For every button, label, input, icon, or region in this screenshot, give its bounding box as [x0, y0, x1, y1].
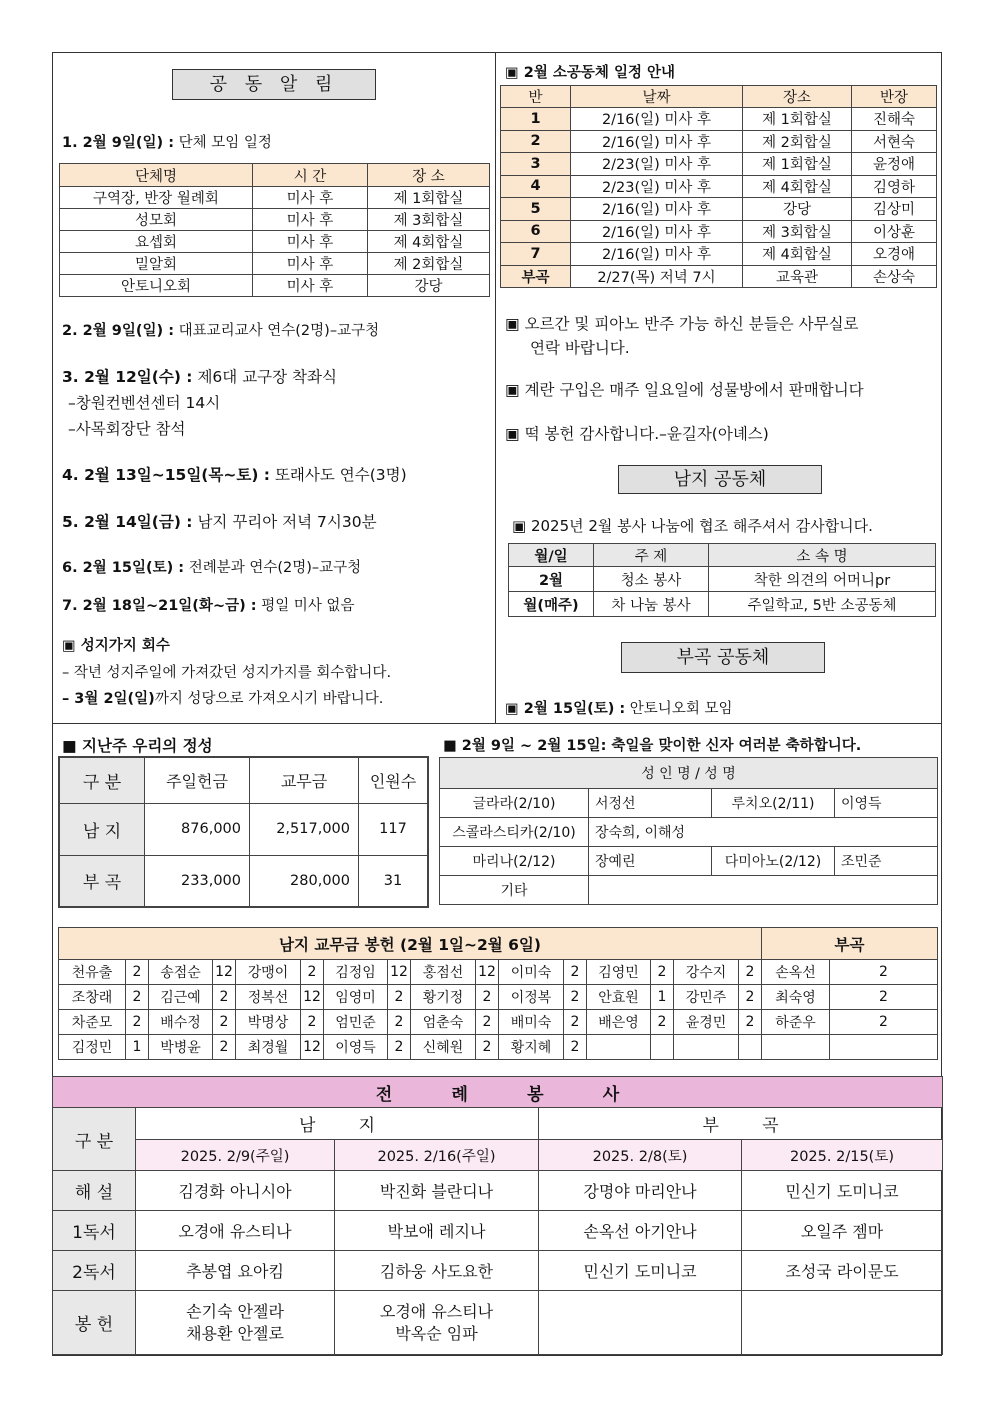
cell: 2	[213, 1035, 236, 1060]
cell: 엄춘숙	[411, 1010, 476, 1035]
note-rice-cake: ▣ 떡 봉헌 감사합니다.–윤길자(아녜스)	[505, 425, 769, 443]
row-label: 2독서	[53, 1251, 136, 1291]
cell: 제 2회합실	[743, 130, 852, 153]
cell: 2	[126, 985, 149, 1010]
row-label: 1독서	[53, 1211, 136, 1251]
cell: 2	[830, 960, 938, 985]
cell: 교육관	[743, 265, 852, 288]
cell: 3	[501, 153, 571, 176]
cell: 이영득	[835, 789, 938, 818]
cell	[587, 1035, 651, 1060]
offering-table	[58, 756, 429, 908]
cell: 876,000	[145, 803, 250, 855]
notice-item-2: 2. 2월 9일(일) : 대표교리교사 연수(2명)–교구청	[62, 323, 380, 339]
cell: 남 지	[59, 803, 145, 855]
cell: 김정민	[59, 1035, 126, 1060]
cell: 제 2회합실	[368, 253, 490, 275]
cell: 청소 봉사	[594, 567, 709, 592]
cell: 2	[651, 960, 674, 985]
notice-item-6: 6. 2월 15일(토) : 전례분과 연수(2명)–교구청	[62, 560, 362, 576]
table-row	[53, 1291, 943, 1355]
col-header: 교무금	[250, 757, 359, 803]
cell: 2/23(일) 미사 후	[571, 175, 743, 198]
cell: 민신기 도미니코	[742, 1171, 943, 1211]
liturgy-date: 2025. 2/16(주일)	[335, 1140, 539, 1171]
cell: 제 1회합실	[743, 153, 852, 176]
cell: 1	[651, 985, 674, 1010]
table-row	[53, 1251, 943, 1291]
cell: 윤경민	[674, 1010, 739, 1035]
cell	[762, 1035, 830, 1060]
cell: 엄민준	[324, 1010, 388, 1035]
table-row	[501, 153, 937, 176]
cell: 2/23(일) 미사 후	[571, 153, 743, 176]
table-row	[53, 1211, 943, 1251]
cell: 2	[651, 1010, 674, 1035]
table-row	[60, 187, 490, 209]
cell	[589, 876, 938, 905]
palm-title: ▣ 성지가지 회수	[62, 638, 170, 654]
cell	[739, 1035, 762, 1060]
palm-line-2: – 3월 2일(일)까지 성당으로 가져오시기 바랍니다.	[62, 691, 384, 707]
table-row	[60, 275, 490, 297]
cell: 2/16(일) 미사 후	[571, 243, 743, 266]
cell: 강당	[743, 198, 852, 221]
table-row	[501, 265, 937, 288]
cell: 안토니오회	[60, 275, 253, 297]
cell: 6	[501, 220, 571, 243]
cell: 손옥선 아기안나	[539, 1211, 742, 1251]
cell: 송점순	[149, 960, 213, 985]
palm-line-1: – 작년 성지주일에 가져갔던 성지가지를 회수합니다.	[62, 665, 392, 681]
col-header: 인원수	[359, 757, 429, 803]
cell: 2	[126, 1010, 149, 1035]
cell: 오일주 젬마	[742, 1211, 943, 1251]
table-row	[501, 220, 937, 243]
cell: 스콜라스티카(2/10)	[440, 818, 589, 847]
cell: 차준모	[59, 1010, 126, 1035]
cell: 2	[126, 960, 149, 985]
notice-item-3-sub1: –창원컨벤션센터 14시	[68, 394, 221, 412]
column-divider	[495, 52, 496, 724]
cell: 제 3회합실	[743, 220, 852, 243]
cell: 2	[564, 1035, 587, 1060]
col-header: 주 제	[594, 544, 709, 567]
cell: 조창래	[59, 985, 126, 1010]
offering-title: ■ 지난주 우리의 정성	[62, 737, 213, 755]
cell: 루치오(2/11)	[712, 789, 835, 818]
cell: 월(매주)	[509, 592, 594, 617]
table-row	[59, 855, 428, 907]
cell: 미사 후	[253, 253, 368, 275]
cell: 박보애 레지나	[335, 1211, 539, 1251]
cell: 12	[301, 1035, 324, 1060]
liturgy-date: 2025. 2/9(주일)	[136, 1140, 335, 1171]
cell: 착한 의견의 어머니pr	[709, 567, 936, 592]
cell: 오경애 유스티나 박옥순 임파	[335, 1291, 539, 1355]
cell: 이상훈	[852, 220, 937, 243]
cell: 2	[830, 1010, 938, 1035]
table-row	[509, 567, 936, 592]
cell: 조민준	[835, 847, 938, 876]
cell: 진해숙	[852, 108, 937, 131]
cell: 황지혜	[499, 1035, 564, 1060]
cell: 장예린	[589, 847, 712, 876]
cell: 2월	[509, 567, 594, 592]
cell: 2	[388, 1010, 411, 1035]
cell: 김근예	[149, 985, 213, 1010]
bugok-title: 부곡 공동체	[621, 642, 825, 673]
cell: 미사 후	[253, 209, 368, 231]
col-header: 시 간	[253, 164, 368, 187]
cell: 2	[388, 1035, 411, 1060]
cell	[539, 1291, 742, 1355]
cell: 부곡	[501, 265, 571, 288]
cell: 최경월	[236, 1035, 301, 1060]
tithe-title: 남지 교무금 봉헌 (2월 1일~2월 6일)	[59, 928, 762, 960]
cell: 2	[476, 1010, 499, 1035]
cell: 부 곡	[59, 855, 145, 907]
cell: 제 4회합실	[743, 175, 852, 198]
cell: 117	[359, 803, 429, 855]
col-header: 장 소	[368, 164, 490, 187]
notice-title: 공 동 알 림	[172, 69, 376, 100]
notice-item-4: 4. 2월 13일~15일(목~토) : 또래사도 연수(3명)	[62, 466, 407, 484]
cell: 2	[476, 1035, 499, 1060]
cell: 제 4회합실	[368, 231, 490, 253]
cell: 배은영	[587, 1010, 651, 1035]
cell: 2/16(일) 미사 후	[571, 220, 743, 243]
notice-item-1: 1. 2월 9일(일) : 단체 모임 일정	[62, 135, 272, 151]
cell: 천유출	[59, 960, 126, 985]
cell: 주일학교, 5반 소공동체	[709, 592, 936, 617]
cell: 280,000	[250, 855, 359, 907]
table-row	[59, 1035, 938, 1060]
table-row	[60, 209, 490, 231]
table-row	[59, 960, 938, 985]
col-header: 장소	[743, 86, 852, 108]
small-community-title: ▣ 2월 소공동체 일정 안내	[505, 65, 676, 81]
row-label: 해 설	[53, 1171, 136, 1211]
table-row	[501, 108, 937, 131]
cell: 민신기 도미니코	[539, 1251, 742, 1291]
cell: 조성국 라이문도	[742, 1251, 943, 1291]
cell: 제 1회합실	[743, 108, 852, 131]
cell: 이미숙	[499, 960, 564, 985]
feast-table	[439, 757, 938, 905]
table-row	[440, 876, 938, 905]
cell: 박병윤	[149, 1035, 213, 1060]
cell: 마리나(2/12)	[440, 847, 589, 876]
liturgy-table	[52, 1076, 943, 1355]
cell: 2/16(일) 미사 후	[571, 130, 743, 153]
note-organ: ▣ 오르간 및 피아노 반주 가능 하신 분들은 사무실로	[505, 315, 859, 333]
cell: 이정복	[499, 985, 564, 1010]
table-row	[53, 1171, 943, 1211]
cell: 글라라(2/10)	[440, 789, 589, 818]
cell: 손상숙	[852, 265, 937, 288]
cell: 차 나눔 봉사	[594, 592, 709, 617]
cell: 신혜원	[411, 1035, 476, 1060]
cell: 제 1회합실	[368, 187, 490, 209]
cell: 1	[126, 1035, 149, 1060]
col-header: 구 분	[59, 757, 145, 803]
cell: 233,000	[145, 855, 250, 907]
table-row	[59, 985, 938, 1010]
cell: 2	[501, 130, 571, 153]
cell: 2	[301, 960, 324, 985]
cell: 추봉엽 요아킴	[136, 1251, 335, 1291]
note-organ-2: 연락 바랍니다.	[530, 339, 630, 357]
liturgy-date: 2025. 2/15(토)	[742, 1140, 943, 1171]
cell: 서정선	[589, 789, 712, 818]
cell: 서현숙	[852, 130, 937, 153]
cell: 강명야 마리안나	[539, 1171, 742, 1211]
cell	[742, 1291, 943, 1355]
cell: 2	[739, 985, 762, 1010]
cell: 1	[501, 108, 571, 131]
table-row	[440, 789, 938, 818]
col-header: 반장	[852, 86, 937, 108]
cell: 김정임	[324, 960, 388, 985]
notice-item-3-sub2: –사목회장단 참석	[68, 420, 186, 438]
cell: 2/16(일) 미사 후	[571, 108, 743, 131]
cell: 2	[564, 960, 587, 985]
cell: 성모회	[60, 209, 253, 231]
cell	[674, 1035, 739, 1060]
cell: 김하웅 사도요한	[335, 1251, 539, 1291]
section-divider	[52, 723, 942, 724]
table-row	[501, 243, 937, 266]
namji-thanks: ▣ 2025년 2월 봉사 나눔에 협조 해주셔서 감사합니다.	[512, 517, 873, 535]
liturgy-title: 전 례 봉 사	[53, 1077, 943, 1108]
cell: 제 4회합실	[743, 243, 852, 266]
cell: 미사 후	[253, 187, 368, 209]
cell: 31	[359, 855, 429, 907]
cell: 4	[501, 175, 571, 198]
cell: 박진화 블란디나	[335, 1171, 539, 1211]
table-row	[501, 198, 937, 221]
cell: 손옥선	[762, 960, 830, 985]
col-header: 성 인 명 / 성 명	[440, 758, 938, 789]
cell: 12	[301, 985, 324, 1010]
cell: 정복선	[236, 985, 301, 1010]
cell: 김영하	[852, 175, 937, 198]
cell: 장숙희, 이해성	[589, 818, 938, 847]
cell: 2	[830, 985, 938, 1010]
col-header: 소 속 명	[709, 544, 936, 567]
cell: 구역장, 반장 월례회	[60, 187, 253, 209]
notice-item-7: 7. 2월 18일~21일(화~금) : 평일 미사 없음	[62, 598, 355, 614]
cell: 황기정	[411, 985, 476, 1010]
cell: 12	[213, 960, 236, 985]
cell: 5	[501, 198, 571, 221]
cell: 12	[388, 960, 411, 985]
table-row	[440, 818, 938, 847]
table-row	[440, 847, 938, 876]
cell: 2/16(일) 미사 후	[571, 198, 743, 221]
cell: 12	[476, 960, 499, 985]
cell: 배수정	[149, 1010, 213, 1035]
notice-item-5: 5. 2월 14일(금) : 남지 꾸리아 저녁 7시30분	[62, 513, 377, 531]
liturgy-col-label: 구 분	[53, 1108, 136, 1171]
namji-title: 남지 공동체	[618, 465, 822, 494]
cell: 오경애	[852, 243, 937, 266]
note-eggs: ▣ 계란 구입은 매주 일요일에 성물방에서 판매합니다	[505, 381, 864, 399]
cell: 임영미	[324, 985, 388, 1010]
col-header: 날짜	[571, 86, 743, 108]
cell: 다미아노(2/12)	[712, 847, 835, 876]
liturgy-date: 2025. 2/8(토)	[539, 1140, 742, 1171]
table-row	[60, 231, 490, 253]
liturgy-bugok-header: 부 곡	[539, 1108, 943, 1140]
small-community-table	[500, 85, 937, 288]
cell: 하준우	[762, 1010, 830, 1035]
bugok-notice: ▣ 2월 15일(토) : 안토니오회 모임	[505, 701, 733, 717]
tithe-table	[58, 927, 938, 1060]
cell: 강맹이	[236, 960, 301, 985]
cell: 7	[501, 243, 571, 266]
cell: 기타	[440, 876, 589, 905]
table-row	[59, 803, 428, 855]
cell: 제 3회합실	[368, 209, 490, 231]
cell: 손기숙 안젤라 채용환 안젤로	[136, 1291, 335, 1355]
notice-item-3: 3. 2월 12일(수) : 제6대 교구장 착좌식	[62, 368, 337, 386]
cell: 박명상	[236, 1010, 301, 1035]
cell: 배미숙	[499, 1010, 564, 1035]
table-row	[59, 1010, 938, 1035]
cell: 이영득	[324, 1035, 388, 1060]
cell: 강수지	[674, 960, 739, 985]
cell: 2	[476, 985, 499, 1010]
namji-service-table	[508, 543, 936, 617]
col-header: 월/일	[509, 544, 594, 567]
cell: 2	[564, 985, 587, 1010]
cell: 최숙영	[762, 985, 830, 1010]
cell: 2	[564, 1010, 587, 1035]
table-row	[501, 130, 937, 153]
cell	[830, 1035, 938, 1060]
cell: 미사 후	[253, 275, 368, 297]
col-header: 반	[501, 86, 571, 108]
row-label: 봉 헌	[53, 1291, 136, 1355]
cell: 2/27(목) 저녁 7시	[571, 265, 743, 288]
liturgy-namji-header: 남 지	[136, 1108, 539, 1140]
cell: 강민주	[674, 985, 739, 1010]
cell: 요셉회	[60, 231, 253, 253]
cell: 2	[739, 1010, 762, 1035]
group-meeting-table	[59, 163, 490, 297]
cell: 2,517,000	[250, 803, 359, 855]
cell: 강당	[368, 275, 490, 297]
cell: 2	[213, 1010, 236, 1035]
table-row	[501, 175, 937, 198]
cell: 2	[301, 1010, 324, 1035]
feast-title: ■ 2월 9일 ~ 2월 15일: 축일을 맞이한 신자 여러분 축하합니다.	[443, 738, 862, 754]
col-header: 단체명	[60, 164, 253, 187]
cell	[651, 1035, 674, 1060]
cell: 오경애 유스티나	[136, 1211, 335, 1251]
tithe-bugok-label: 부곡	[762, 928, 938, 960]
table-row	[60, 253, 490, 275]
cell: 안효원	[587, 985, 651, 1010]
cell: 2	[388, 985, 411, 1010]
cell: 홍점선	[411, 960, 476, 985]
cell: 2	[739, 960, 762, 985]
cell: 미사 후	[253, 231, 368, 253]
cell: 윤정애	[852, 153, 937, 176]
table-row	[509, 592, 936, 617]
cell: 김경화 아니시아	[136, 1171, 335, 1211]
cell: 밀알회	[60, 253, 253, 275]
cell: 김영민	[587, 960, 651, 985]
col-header: 주일헌금	[145, 757, 250, 803]
cell: 2	[213, 985, 236, 1010]
cell: 김상미	[852, 198, 937, 221]
